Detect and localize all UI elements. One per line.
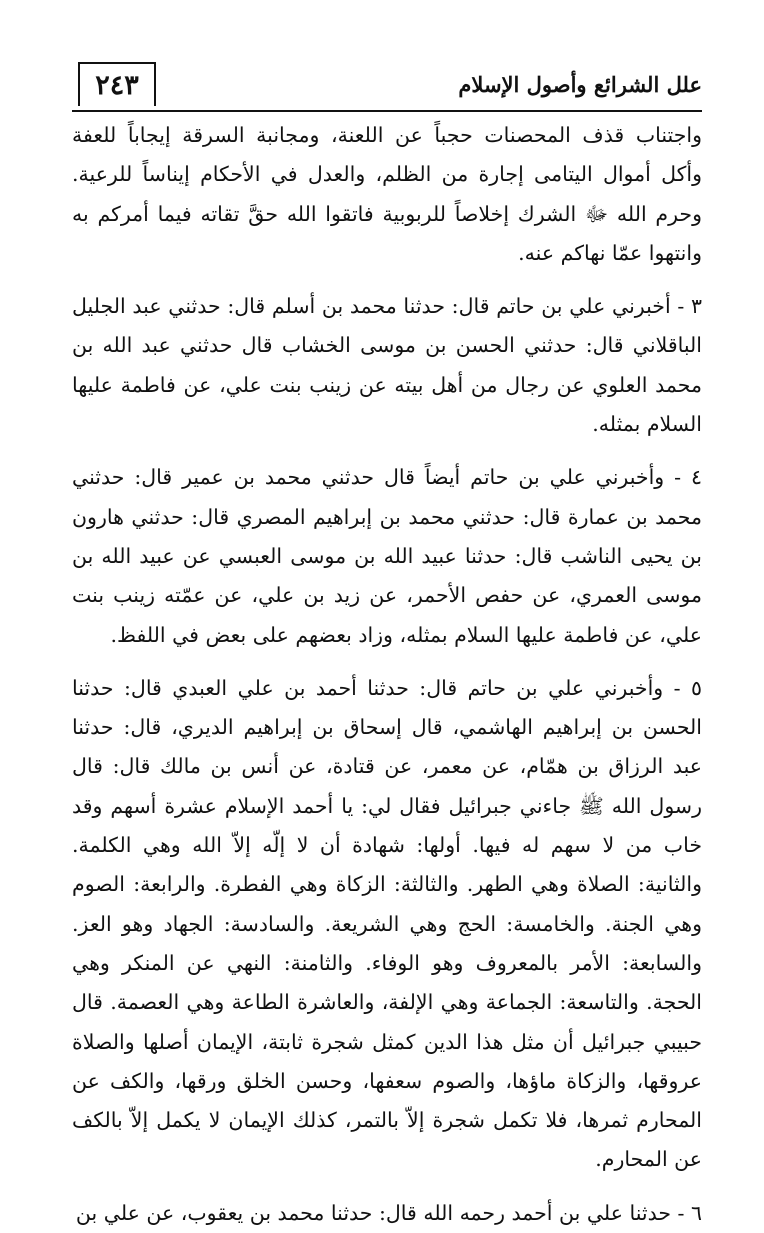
body-text	[72, 116, 702, 1233]
paragraph-hadith-3: ٣ - أخبرني علي بن حاتم قال: حدثنا محمد بن أسلم قال: حدثني عبد الجليل الباقلاني قال: حدثني الحسن بن موسى الخشاب قال حدثني عبد الله بن محمد العلوي عن رجال من أهل بيته عن زينب بنت علي، عن فاطمة عليها السلام بمثله.	[72, 294, 702, 437]
page-header	[72, 60, 702, 112]
running-title: علل الشرائع وأصول الإسلام	[458, 72, 702, 97]
paragraph-1: واجتناب قذف المحصنات حجباً عن اللعنة، ومجانبة السرقة إيجاباً للعفة وأكل أموال اليتامى إجارة من الظلم، والعدل في الأحكام إيناساً للرعية. وحرم الله ﷻ الشرك إخلاصاً للربوبية فاتقوا الله حقَّ تقاته فيما أمركم به وانتهوا عمّا نهاكم عنه.	[72, 123, 702, 265]
paragraph-hadith-4: ٤ - وأخبرني علي بن حاتم أيضاً قال حدثني محمد بن عمير قال: حدثني محمد بن عمارة قال: حدثني محمد بن إبراهيم المصري قال: حدثني هارون بن يحيى الناشب قال: حدثنا عبيد الله بن موسى العبسي عن عبيد الله بن موسى العمري، عن حفص الأحمر، عن زيد بن علي، عن عمّته زينب بنت علي، عن فاطمة عليها السلام بمثله، وزاد بعضهم على بعض في اللفظ.	[72, 465, 702, 647]
paragraph-hadith-5: ٥ - وأخبرني علي بن حاتم قال: حدثنا أحمد بن علي العبدي قال: حدثنا الحسن بن إبراهيم الهاشمي، قال إسحاق بن إبراهيم الديري، قال: حدثنا عبد الرزاق بن همّام، عن معمر، عن قتادة، عن أنس بن مالك قال: قال رسول الله ﷺ جاءني جبرائيل فقال لي: يا أحمد الإسلام عشرة أسهم وقد خاب من لا سهم له فيها. أولها: شهادة أن لا إلّه إلاّ الله وهي الكلمة. والثانية: الصلاة وهي الطهر. والثالثة: الزكاة وهي الفطرة. والرابعة: الصوم وهي الجنة. والخامسة: الحج وهي الشريعة. والسادسة: الجهاد وهو العز. والسابعة: الأمر بالمعروف وهو الوفاء. والثامنة: النهي عن المنكر وهي الحجة. والتاسعة: الجماعة وهي الإلفة، والعاشرة الطاعة وهي العصمة. قال حبيبي جبرائيل أن مثل هذا الدين كمثل شجرة ثابتة، الإيمان أصلها والصلاة عروقها، والزكاة ماؤها، والصوم سعفها، وحسن الخلق ورقها، والكف عن المحارم ثمرها، فلا تكمل شجرة إلاّ بالتمر، كذلك الإيمان لا يكمل إلاّ بالكف عن المحارم.	[72, 675, 702, 1172]
paragraph-hadith-6: ٦ - حدثنا علي بن أحمد رحمه الله قال: حدثنا محمد بن يعقوب، عن علي بن	[75, 1200, 702, 1225]
page-number: ٢٤٣	[78, 62, 156, 106]
